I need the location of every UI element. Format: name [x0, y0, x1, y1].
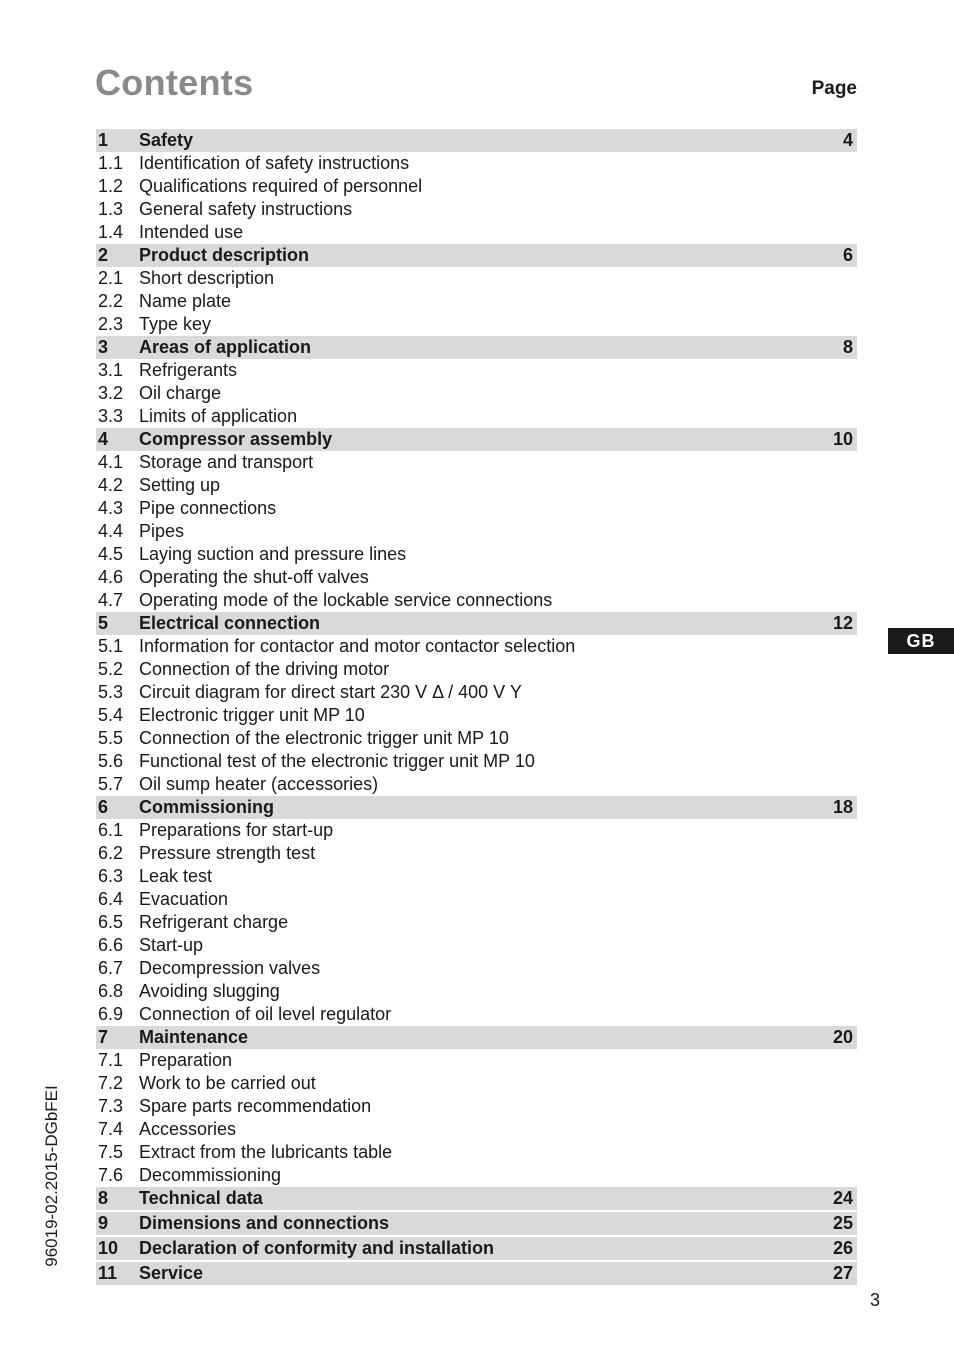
toc-entry-title: Functional test of the electronic trigger unit MP 10 — [139, 751, 535, 771]
toc-entry-number: 8 — [98, 1188, 109, 1208]
toc-entry-title: Connection of oil level regulator — [139, 1004, 392, 1024]
page-column-label: Page — [811, 78, 857, 99]
toc-entry-title: Declaration of conformity and installation — [139, 1238, 495, 1258]
toc-entry-number: 4.2 — [98, 475, 124, 495]
toc-entry-title: Identification of safety instructions — [139, 153, 410, 173]
toc-section-row[interactable] — [96, 681, 857, 704]
language-tab: GB — [888, 628, 954, 654]
toc-entry-title: Oil sump heater (accessories) — [139, 774, 379, 794]
toc-entry-title: Safety — [139, 130, 194, 150]
toc-entry-page: 4 — [842, 130, 853, 150]
toc-section-row[interactable] — [96, 152, 857, 175]
toc-entry-number: 7 — [98, 1027, 109, 1047]
toc-entry-number: 1 — [98, 130, 109, 150]
toc-entry-number: 6 — [98, 797, 109, 817]
toc-section-row[interactable] — [96, 520, 857, 543]
toc-entry-number: 7.4 — [98, 1119, 124, 1139]
toc-section-row[interactable] — [96, 865, 857, 888]
toc-section-row[interactable] — [96, 497, 857, 520]
toc-entry-number: 6.6 — [98, 935, 124, 955]
toc-section-row[interactable] — [96, 267, 857, 290]
toc-entry-number: 6.5 — [98, 912, 124, 932]
toc-section-row[interactable] — [96, 175, 857, 198]
toc-entry-number: 5.3 — [98, 682, 124, 702]
toc-entry-number: 7.6 — [98, 1165, 124, 1185]
toc-entry-number: 7.2 — [98, 1073, 124, 1093]
toc-entry-page: 24 — [832, 1188, 853, 1208]
toc-chapter-row[interactable] — [96, 428, 857, 451]
toc-section-row[interactable] — [96, 382, 857, 405]
toc-entry-number: 7.5 — [98, 1142, 124, 1162]
toc-entry-number: 2.3 — [98, 314, 124, 334]
toc-entry-number: 3 — [98, 337, 109, 357]
toc-entry-number: 4 — [98, 429, 109, 449]
toc-entry-number: 3.2 — [98, 383, 124, 403]
toc-section-row[interactable] — [96, 589, 857, 612]
toc-entry-title: Start-up — [139, 935, 204, 955]
toc-entry-title: Laying suction and pressure lines — [139, 544, 407, 564]
toc-section-row[interactable] — [96, 727, 857, 750]
toc-entry-page: 12 — [832, 613, 853, 633]
toc-entry-title: Electrical connection — [139, 613, 321, 633]
toc-section-row[interactable] — [96, 313, 857, 336]
toc-entry-number: 4.4 — [98, 521, 124, 541]
toc-chapter-row[interactable] — [96, 244, 857, 267]
toc-entry-title: Spare parts recommendation — [139, 1096, 372, 1116]
toc-entry-title: Commissioning — [139, 797, 275, 817]
page-title: Contents — [95, 62, 254, 103]
toc-entry-title: Technical data — [139, 1188, 263, 1208]
toc-entry-title: Service — [139, 1263, 204, 1283]
toc-entry-title: Maintenance — [139, 1027, 249, 1047]
toc-section-row[interactable] — [96, 474, 857, 497]
toc-entry-title: Oil charge — [139, 383, 222, 403]
toc-entry-number: 2.1 — [98, 268, 124, 288]
toc-entry-title: Preparations for start-up — [139, 820, 334, 840]
toc-entry-title: Refrigerants — [139, 360, 238, 380]
toc-entry-number: 4.1 — [98, 452, 124, 472]
toc-entry-number: 7.1 — [98, 1050, 124, 1070]
toc-entry-page: 27 — [832, 1263, 853, 1283]
toc-entry-number: 4.7 — [98, 590, 124, 610]
toc-entry-number: 4.6 — [98, 567, 124, 587]
toc-entry-title: Work to be carried out — [139, 1073, 316, 1093]
toc-section-row[interactable] — [96, 359, 857, 382]
toc-entry-title: General safety instructions — [139, 199, 353, 219]
toc-entry-number: 6.4 — [98, 889, 124, 909]
toc-entry-page: 25 — [832, 1213, 853, 1233]
toc-entry-number: 6.3 — [98, 866, 124, 886]
toc-entry-page: 6 — [842, 245, 853, 265]
toc-section-row[interactable] — [96, 911, 857, 934]
toc-entry-number: 6.8 — [98, 981, 124, 1001]
toc-section-row[interactable] — [96, 1164, 857, 1187]
toc-entry-number: 6.1 — [98, 820, 124, 840]
toc-chapter-row[interactable] — [96, 796, 857, 819]
toc-entry-title: Connection of the electronic trigger unit MP 10 — [139, 728, 509, 748]
page-number: 3 — [869, 1290, 880, 1310]
toc-chapter-row[interactable] — [96, 1262, 857, 1285]
toc-entry-title: Pipes — [139, 521, 185, 541]
toc-entry-title: Setting up — [139, 475, 221, 495]
toc-entry-number: 6.9 — [98, 1004, 124, 1024]
toc-entry-number: 1.2 — [98, 176, 124, 196]
toc-entry-title: Information for contactor and motor contactor selection — [139, 636, 576, 656]
toc-section-row[interactable] — [96, 842, 857, 865]
toc-entry-page: 20 — [832, 1027, 853, 1047]
toc-section-row[interactable] — [96, 957, 857, 980]
toc-entry-number: 5.5 — [98, 728, 124, 748]
toc-chapter-row[interactable] — [96, 1026, 857, 1049]
toc-entry-title: Areas of application — [139, 337, 312, 357]
toc-chapter-row[interactable] — [96, 1237, 857, 1260]
toc-entry-number: 2 — [98, 245, 109, 265]
toc-section-row[interactable] — [96, 658, 857, 681]
toc-section-row[interactable] — [96, 704, 857, 727]
toc-section-row[interactable] — [96, 1049, 857, 1072]
toc-entry-number: 5 — [98, 613, 109, 633]
toc-entry-number: 5.6 — [98, 751, 124, 771]
toc-entry-number: 3.3 — [98, 406, 124, 426]
toc-section-row[interactable] — [96, 451, 857, 474]
toc-entry-title: Type key — [139, 314, 212, 334]
toc-entry-title: Extract from the lubricants table — [139, 1142, 393, 1162]
toc-entry-number: 1.4 — [98, 222, 124, 242]
toc-section-row[interactable] — [96, 1095, 857, 1118]
toc-chapter-row[interactable] — [96, 1187, 857, 1210]
toc-entry-title: Pressure strength test — [139, 843, 316, 863]
toc-entry-title: Intended use — [139, 222, 244, 242]
toc-section-row[interactable] — [96, 819, 857, 842]
toc-entry-number: 5.1 — [98, 636, 124, 656]
toc-section-row[interactable] — [96, 1003, 857, 1026]
toc-entry-number: 3.1 — [98, 360, 124, 380]
toc-section-row[interactable] — [96, 198, 857, 221]
toc-entry-number: 9 — [98, 1213, 109, 1233]
toc-entry-number: 5.4 — [98, 705, 124, 725]
toc-entry-number: 1.3 — [98, 199, 124, 219]
toc-entry-number: 5.2 — [98, 659, 124, 679]
toc-entry-title: Dimensions and connections — [139, 1213, 390, 1233]
toc-section-row[interactable] — [96, 980, 857, 1003]
toc-section-row[interactable] — [96, 773, 857, 796]
toc-entry-title: Limits of application — [139, 406, 298, 426]
toc-entry-title: Operating mode of the lockable service connections — [139, 590, 553, 610]
toc-chapter-row[interactable] — [96, 336, 857, 359]
toc-entry-number: 4.3 — [98, 498, 124, 518]
toc-entry-title: Leak test — [139, 866, 213, 886]
toc-entry-number: 11 — [98, 1263, 118, 1283]
toc-entry-title: Compressor assembly — [139, 429, 333, 449]
toc-section-row[interactable] — [96, 543, 857, 566]
toc-entry-title: Product description — [139, 245, 310, 265]
toc-chapter-row[interactable] — [96, 129, 857, 152]
toc-entry-title: Storage and transport — [139, 452, 314, 472]
toc-entry-title: Evacuation — [139, 889, 229, 909]
toc-entry-title: Electronic trigger unit MP 10 — [139, 705, 365, 725]
table-of-contents — [96, 129, 857, 1285]
toc-entry-number: 6.7 — [98, 958, 124, 978]
toc-entry-page: 18 — [832, 797, 853, 817]
toc-entry-title: Decommissioning — [139, 1165, 282, 1185]
toc-entry-title: Pipe connections — [139, 498, 277, 518]
toc-entry-number: 4.5 — [98, 544, 124, 564]
toc-section-row[interactable] — [96, 405, 857, 428]
toc-entry-number: 1.1 — [98, 153, 124, 173]
toc-entry-title: Operating the shut-off valves — [139, 567, 369, 587]
toc-entry-title: Preparation — [139, 1050, 233, 1070]
toc-section-row[interactable] — [96, 750, 857, 773]
toc-entry-title: Avoiding slugging — [139, 981, 280, 1001]
toc-entry-title: Name plate — [139, 291, 232, 311]
toc-section-row[interactable] — [96, 934, 857, 957]
toc-section-row[interactable] — [96, 1118, 857, 1141]
toc-entry-title: Qualifications required of personnel — [139, 176, 423, 196]
toc-entry-title: Connection of the driving motor — [139, 659, 390, 679]
toc-entry-number: 2.2 — [98, 291, 124, 311]
toc-entry-number: 5.7 — [98, 774, 124, 794]
toc-section-row[interactable] — [96, 221, 857, 244]
toc-chapter-row[interactable] — [96, 612, 857, 635]
toc-section-row[interactable] — [96, 566, 857, 589]
toc-section-row[interactable] — [96, 1141, 857, 1164]
toc-section-row[interactable] — [96, 1072, 857, 1095]
toc-entry-title: Circuit diagram for direct start 230 V Δ / 400 V Y — [139, 682, 522, 702]
toc-entry-number: 6.2 — [98, 843, 124, 863]
toc-section-row[interactable] — [96, 635, 857, 658]
toc-entry-number: 10 — [98, 1238, 119, 1258]
toc-section-row[interactable] — [96, 290, 857, 313]
toc-chapter-row[interactable] — [96, 1212, 857, 1235]
toc-entry-page: 10 — [832, 429, 853, 449]
toc-entry-title: Decompression valves — [139, 958, 321, 978]
toc-entry-number: 7.3 — [98, 1096, 124, 1116]
toc-entry-page: 26 — [832, 1238, 853, 1258]
toc-entry-title: Accessories — [139, 1119, 237, 1139]
toc-section-row[interactable] — [96, 888, 857, 911]
toc-entry-title: Short description — [139, 268, 275, 288]
toc-entry-page: 8 — [842, 337, 853, 357]
document-code: 96019-02.2015-DGbFEI — [42, 1085, 61, 1267]
toc-entry-title: Refrigerant charge — [139, 912, 289, 932]
